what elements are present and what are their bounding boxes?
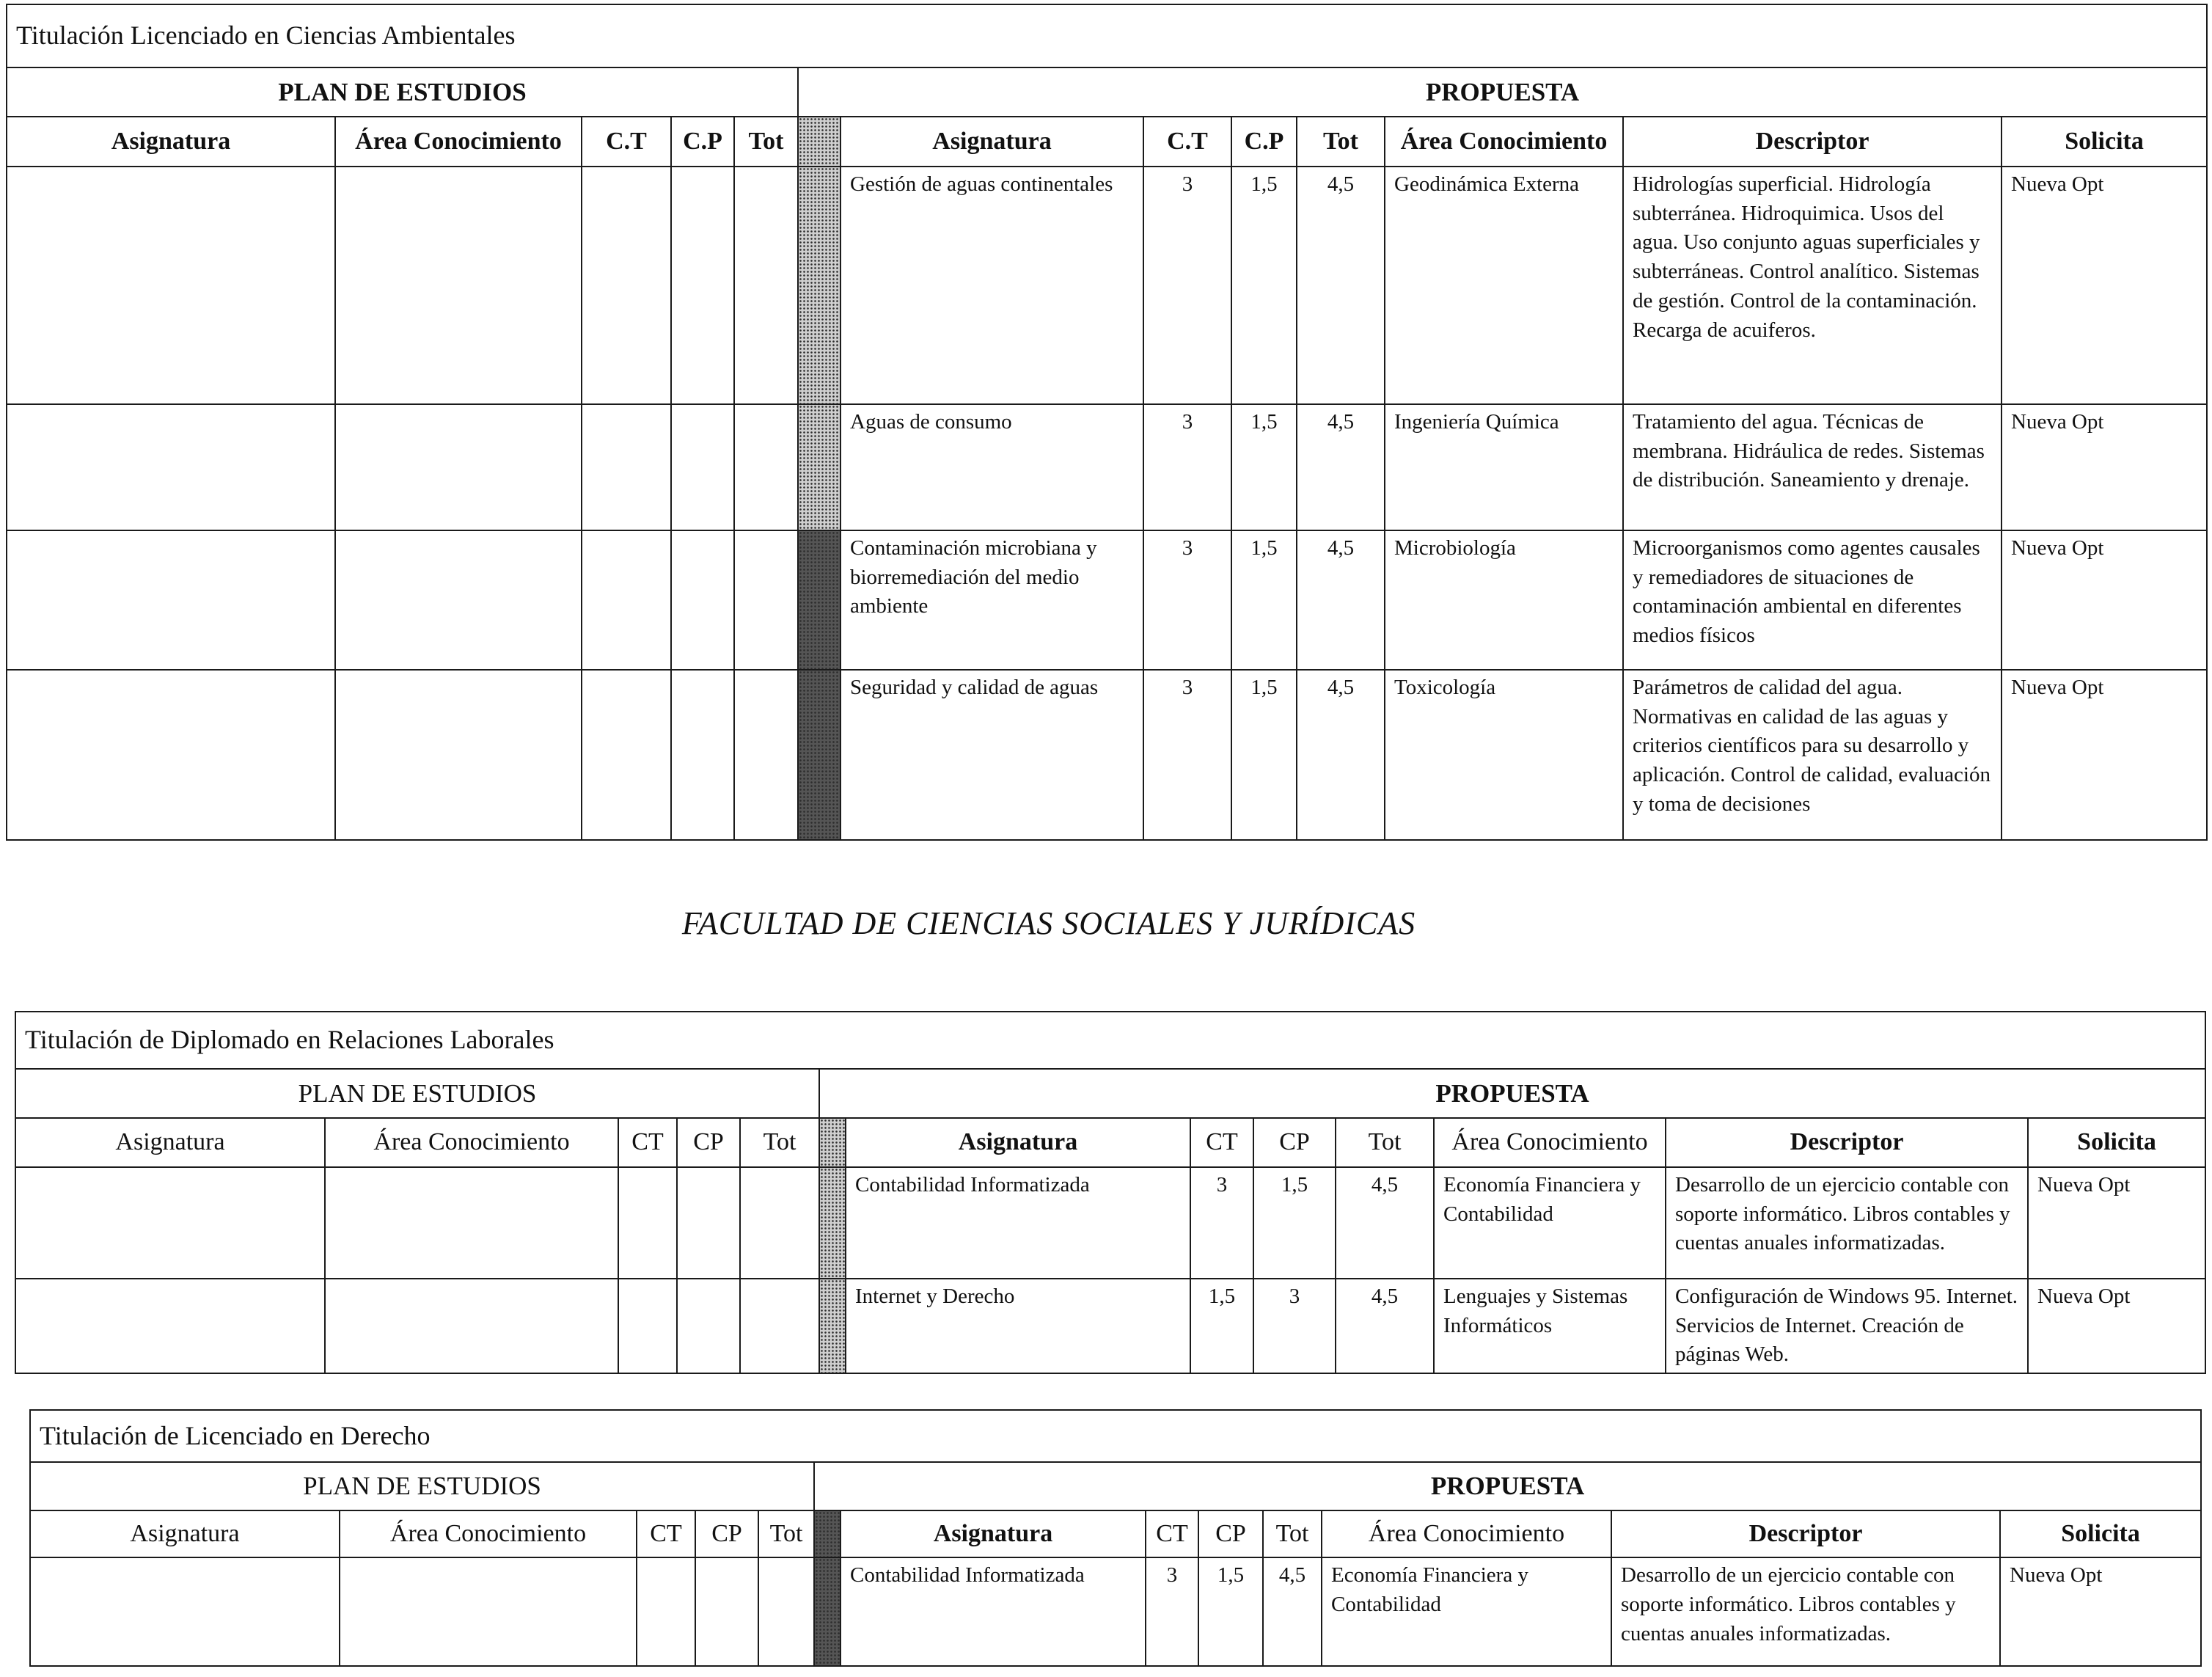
row-area: Geodinámica Externa [1385, 167, 1623, 404]
shaded-divider [819, 1167, 846, 1279]
prop-header-solicita: Solicita [2002, 117, 2207, 167]
shaded-divider [814, 1557, 841, 1666]
prop-header-area: Área Conocimiento [1434, 1118, 1666, 1167]
row-ct: 1,5 [1190, 1279, 1253, 1373]
plan-cell-empty [734, 404, 798, 530]
row-cp: 1,5 [1231, 670, 1297, 840]
plan-cell-empty [7, 670, 335, 840]
prop-header-cp: CP [1253, 1118, 1336, 1167]
prop-header-area: Área Conocimiento [1322, 1510, 1611, 1557]
plan-cell-empty [677, 1167, 740, 1279]
row-asignatura: Seguridad y calidad de aguas [841, 670, 1143, 840]
table-relaciones-laborales [15, 1011, 2206, 1374]
row-asignatura: Aguas de consumo [841, 404, 1143, 530]
plan-cell-empty [734, 167, 798, 404]
row-solicita: Nueva Opt [2002, 167, 2207, 404]
prop-header-descriptor: Descriptor [1666, 1118, 2028, 1167]
table-derecho [29, 1409, 2202, 1667]
row-solicita: Nueva Opt [2002, 670, 2207, 840]
row-descriptor: Configuración de Windows 95. Internet. Servicios de Internet. Creación de páginas Web. [1666, 1279, 2028, 1373]
prop-header-descriptor: Descriptor [1611, 1510, 2000, 1557]
plan-cell-empty [582, 670, 671, 840]
table-title: Titulación de Diplomado en Relaciones Laborales [15, 1012, 2205, 1069]
plan-cell-empty [677, 1279, 740, 1373]
table-row [7, 167, 2207, 404]
propuesta-heading: PROPUESTA [798, 67, 2207, 117]
table-row [7, 404, 2207, 530]
row-asignatura: Gestión de aguas continentales [841, 167, 1143, 404]
plan-estudios-heading: PLAN DE ESTUDIOS [7, 67, 798, 117]
prop-header-area: Área Conocimiento [1385, 117, 1623, 167]
plan-cell-empty [740, 1167, 819, 1279]
prop-header-ct: CT [1190, 1118, 1253, 1167]
row-ct: 3 [1143, 167, 1231, 404]
row-area: Toxicología [1385, 670, 1623, 840]
row-asignatura: Contabilidad Informatizada [841, 1557, 1146, 1666]
plan-header-ct: CT [618, 1118, 677, 1167]
row-asignatura: Internet y Derecho [846, 1279, 1190, 1373]
plan-header-tot: Tot [740, 1118, 819, 1167]
row-descriptor: Microorganismos como agentes causales y remediadores de situaciones de contaminación ambiental en diferentes medios físicos [1623, 530, 2002, 670]
row-ct: 3 [1143, 670, 1231, 840]
table-title: Titulación de Licenciado en Derecho [30, 1410, 2201, 1462]
row-ct: 3 [1143, 404, 1231, 530]
plan-cell-empty [695, 1557, 758, 1666]
plan-estudios-heading: PLAN DE ESTUDIOS [30, 1462, 814, 1510]
plan-cell-empty [335, 404, 582, 530]
plan-cell-empty [637, 1557, 695, 1666]
prop-header-tot: Tot [1297, 117, 1385, 167]
prop-header-cp: CP [1198, 1510, 1263, 1557]
prop-header-tot: Tot [1263, 1510, 1322, 1557]
table-row [7, 670, 2207, 840]
row-descriptor: Parámetros de calidad del agua. Normativas en calidad de las aguas y criterios científicos para su desarrollo y aplicación. Control de calidad, evaluación y toma de decisiones [1623, 670, 2002, 840]
row-tot: 4,5 [1297, 404, 1385, 530]
plan-header-tot: Tot [758, 1510, 814, 1557]
row-tot: 4,5 [1297, 530, 1385, 670]
table-title: Titulación Licenciado en Ciencias Ambientales [7, 4, 2207, 67]
plan-cell-empty [671, 167, 734, 404]
row-area: Microbiología [1385, 530, 1623, 670]
shaded-divider [798, 117, 841, 167]
row-solicita: Nueva Opt [2028, 1279, 2205, 1373]
plan-cell-empty [582, 167, 671, 404]
row-ct: 3 [1146, 1557, 1198, 1666]
table-ciencias-ambientales [6, 4, 2208, 841]
table-row [15, 1167, 2205, 1279]
plan-cell-empty [15, 1279, 325, 1373]
row-tot: 4,5 [1336, 1167, 1434, 1279]
row-solicita: Nueva Opt [2000, 1557, 2201, 1666]
plan-cell-empty [7, 167, 335, 404]
row-ct: 3 [1190, 1167, 1253, 1279]
row-tot: 4,5 [1336, 1279, 1434, 1373]
plan-cell-empty [671, 670, 734, 840]
row-area: Ingeniería Química [1385, 404, 1623, 530]
plan-cell-empty [340, 1557, 637, 1666]
plan-cell-empty [618, 1167, 677, 1279]
prop-header-descriptor: Descriptor [1623, 117, 2002, 167]
prop-header-asignatura: Asignatura [841, 1510, 1146, 1557]
shaded-divider [798, 404, 841, 530]
plan-estudios-heading: PLAN DE ESTUDIOS [15, 1069, 819, 1118]
plan-header-asignatura: Asignatura [15, 1118, 325, 1167]
plan-cell-empty [734, 670, 798, 840]
row-tot: 4,5 [1263, 1557, 1322, 1666]
plan-cell-empty [582, 530, 671, 670]
shaded-divider [798, 530, 841, 670]
plan-cell-empty [335, 167, 582, 404]
row-solicita: Nueva Opt [2028, 1167, 2205, 1279]
plan-header-cp: CP [695, 1510, 758, 1557]
row-descriptor: Tratamiento del agua. Técnicas de membrana. Hidráulica de redes. Sistemas de distribución. Saneamiento y drenaje. [1623, 404, 2002, 530]
row-cp: 1,5 [1231, 404, 1297, 530]
row-cp: 3 [1253, 1279, 1336, 1373]
prop-header-solicita: Solicita [2028, 1118, 2205, 1167]
row-descriptor: Desarrollo de un ejercicio contable con soporte informático. Libros contables y cuentas anuales informatizadas. [1611, 1557, 2000, 1666]
plan-cell-empty [7, 404, 335, 530]
plan-cell-empty [335, 530, 582, 670]
shaded-divider [819, 1118, 846, 1167]
row-area: Lenguajes y Sistemas Informáticos [1434, 1279, 1666, 1373]
plan-cell-empty [335, 670, 582, 840]
faculty-heading: FACULTAD DE CIENCIAS SOCIALES Y JURÍDICAS [681, 905, 1416, 941]
row-descriptor: Desarrollo de un ejercicio contable con soporte informático. Libros contables y cuentas anuales informatizadas. [1666, 1167, 2028, 1279]
prop-header-asignatura: Asignatura [846, 1118, 1190, 1167]
row-cp: 1,5 [1231, 530, 1297, 670]
shaded-divider [819, 1279, 846, 1373]
plan-cell-empty [582, 404, 671, 530]
plan-header-asignatura: Asignatura [7, 117, 335, 167]
prop-header-solicita: Solicita [2000, 1510, 2201, 1557]
propuesta-heading: PROPUESTA [819, 1069, 2205, 1118]
shaded-divider [798, 167, 841, 404]
row-asignatura: Contaminación microbiana y biorremediación del medio ambiente [841, 530, 1143, 670]
row-cp: 1,5 [1253, 1167, 1336, 1279]
row-asignatura: Contabilidad Informatizada [846, 1167, 1190, 1279]
prop-header-cp: C.P [1231, 117, 1297, 167]
plan-cell-empty [671, 404, 734, 530]
plan-header-cp: C.P [671, 117, 734, 167]
prop-header-ct: C.T [1143, 117, 1231, 167]
row-ct: 3 [1143, 530, 1231, 670]
plan-cell-empty [734, 530, 798, 670]
table-row [7, 530, 2207, 670]
plan-header-ct: CT [637, 1510, 695, 1557]
plan-cell-empty [758, 1557, 814, 1666]
row-cp: 1,5 [1231, 167, 1297, 404]
row-descriptor: Hidrologías superficial. Hidrología subterránea. Hidroquimica. Usos del agua. Uso conjunto aguas superficiales y subterráneas. Control analítico. Sistemas de gestión. Control de la contaminación. Recarga de acuiferos. [1623, 167, 2002, 404]
plan-header-area: Área Conocimiento [335, 117, 582, 167]
row-tot: 4,5 [1297, 167, 1385, 404]
row-solicita: Nueva Opt [2002, 530, 2207, 670]
plan-header-tot: Tot [734, 117, 798, 167]
prop-header-asignatura: Asignatura [841, 117, 1143, 167]
row-area: Economía Financiera y Contabilidad [1434, 1167, 1666, 1279]
plan-header-area: Área Conocimiento [325, 1118, 618, 1167]
row-cp: 1,5 [1198, 1557, 1263, 1666]
row-solicita: Nueva Opt [2002, 404, 2207, 530]
plan-cell-empty [325, 1279, 618, 1373]
row-tot: 4,5 [1297, 670, 1385, 840]
shaded-divider [798, 670, 841, 840]
prop-header-ct: CT [1146, 1510, 1198, 1557]
plan-header-asignatura: Asignatura [30, 1510, 340, 1557]
plan-header-area: Área Conocimiento [340, 1510, 637, 1557]
prop-header-tot: Tot [1336, 1118, 1434, 1167]
plan-header-ct: C.T [582, 117, 671, 167]
plan-cell-empty [740, 1279, 819, 1373]
plan-cell-empty [30, 1557, 340, 1666]
shaded-divider [814, 1510, 841, 1557]
plan-header-cp: CP [677, 1118, 740, 1167]
propuesta-heading: PROPUESTA [814, 1462, 2201, 1510]
table-row [15, 1279, 2205, 1373]
plan-cell-empty [618, 1279, 677, 1373]
plan-cell-empty [15, 1167, 325, 1279]
row-area: Economía Financiera y Contabilidad [1322, 1557, 1611, 1666]
plan-cell-empty [671, 530, 734, 670]
plan-cell-empty [7, 530, 335, 670]
plan-cell-empty [325, 1167, 618, 1279]
table-row [30, 1557, 2201, 1666]
